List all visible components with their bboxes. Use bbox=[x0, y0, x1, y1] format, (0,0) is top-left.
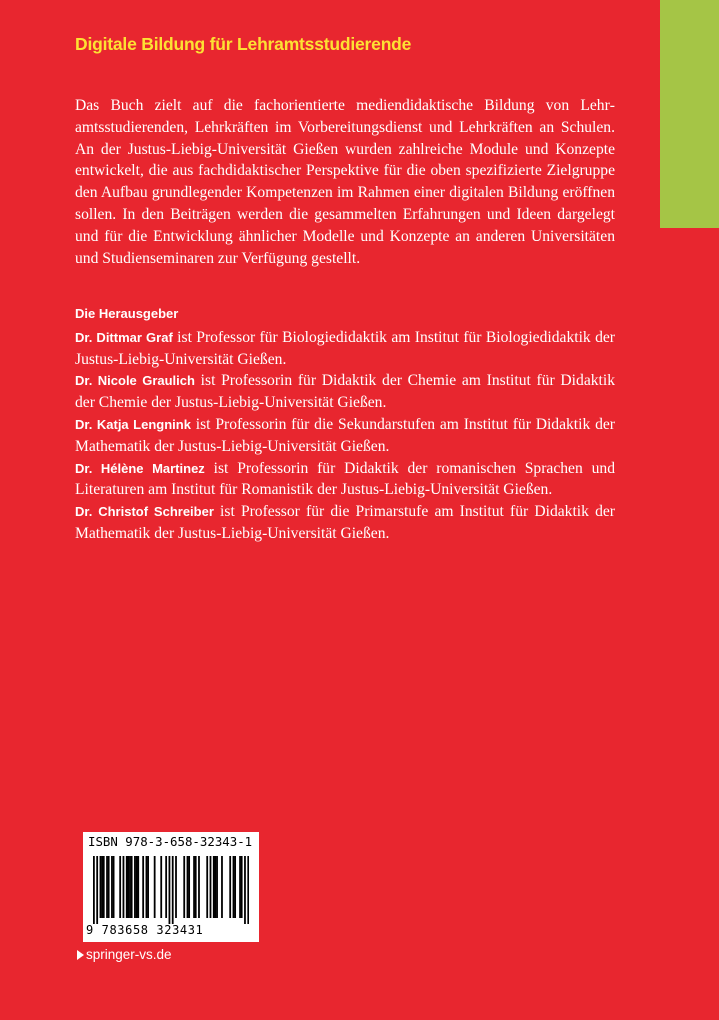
barcode-bar bbox=[241, 856, 243, 918]
barcode-bar bbox=[123, 856, 125, 918]
barcode-bar bbox=[172, 856, 174, 924]
editor-description: ist Professor für Biologiedidaktik am Institut für Biologiedidaktik der Justus-Liebig-Universität Gießen. bbox=[75, 328, 615, 368]
barcode-bar bbox=[169, 856, 171, 924]
barcode-bar bbox=[146, 856, 148, 918]
editor-description: ist Professorin für die Sekundarstufen am Institut für Didaktik der Mathematik der Justus-Liebig-Universität Gießen. bbox=[75, 415, 615, 455]
barcode-bar bbox=[175, 856, 177, 918]
isbn-barcode bbox=[83, 832, 259, 942]
editor-name: Dr. Christof Schreiber bbox=[75, 504, 214, 520]
barcode-bar bbox=[160, 856, 162, 918]
barcode-bar bbox=[229, 856, 231, 918]
barcode-bar bbox=[106, 856, 108, 918]
barcode-bar bbox=[100, 856, 102, 918]
editor-description: ist Professor für die Primarstufe am Institut für Didaktik der Mathematik der Justus-Liebig-Universität Gießen. bbox=[75, 503, 615, 542]
barcode-bar bbox=[239, 856, 241, 918]
barcode-bar bbox=[134, 856, 136, 918]
barcode-bar bbox=[154, 856, 156, 918]
barcode-bar bbox=[165, 856, 167, 918]
barcode-bar bbox=[129, 856, 131, 918]
barcode-bar bbox=[233, 856, 235, 918]
editor-bio bbox=[75, 414, 615, 458]
barcode-bar bbox=[195, 856, 197, 918]
editor-description: ist Professorin für Didaktik der romanischen Sprachen und Literaturen am Institut für Romanistik der Justus-Liebig-Universität Gießen. bbox=[75, 459, 616, 499]
book-title: Digitale Bildung für Lehramtsstudierende bbox=[75, 34, 412, 54]
editors-heading: Die Herausgeber bbox=[75, 306, 179, 321]
triangle-arrow-icon bbox=[77, 950, 84, 960]
barcode-bar bbox=[188, 856, 190, 918]
publisher-link[interactable] bbox=[77, 947, 172, 962]
barcode-bar bbox=[210, 856, 212, 918]
editor-bio bbox=[75, 501, 615, 545]
barcode-bar bbox=[136, 856, 138, 918]
barcode-bar bbox=[147, 856, 149, 918]
barcode-bar bbox=[247, 856, 249, 924]
barcode-bar bbox=[244, 856, 246, 924]
barcode-bar bbox=[137, 856, 139, 918]
barcode-bar bbox=[131, 856, 133, 918]
barcode-bars bbox=[93, 856, 249, 924]
barcode-bar bbox=[198, 856, 200, 918]
barcode-bar bbox=[221, 856, 223, 918]
barcode-digits: 9 783658 323431 bbox=[86, 923, 204, 937]
isbn-label: ISBN 978-3-658-32343-1 bbox=[88, 834, 253, 849]
green-accent-strip bbox=[660, 0, 719, 228]
editor-name: Dr. Katja Lengnink bbox=[75, 416, 191, 432]
editor-description: ist Professorin für Didaktik der Chemie am Institut für Didaktik der Chemie der Justus-Liebig-Universität Gießen. bbox=[75, 372, 615, 412]
editor-name: Dr. Nicole Graulich bbox=[75, 373, 195, 389]
barcode-bar bbox=[96, 856, 98, 924]
barcode-bar bbox=[119, 856, 121, 918]
barcode-bar bbox=[142, 856, 144, 918]
barcode-bar bbox=[206, 856, 208, 918]
barcode-bar bbox=[213, 856, 215, 918]
barcode-bar bbox=[215, 856, 217, 918]
barcode-bar bbox=[187, 856, 189, 918]
barcode-bar bbox=[183, 856, 185, 918]
book-description: Das Buch zielt auf die fachorientierte mediendidaktische Bildung von Lehramtsstudierenden, Lehrkräften im Vorbereitungsdienst und Lehrkräften an Schulen. An der Justus-Liebig-Universität Gießen wurden zahlreiche Module und Konzepte entwickelt, die aus fachdidaktischer Perspektive für die oben spezifizierte Zielgruppe den Aufbau grundlegender Kompetenzen im Rahmen einer digitalen Bildung eröffnen sollen. In den Beiträgen werden die gesammelten Erfahrungen und Ideen dargelegt und für die Entwicklung ähnlicher Modelle und Konzepte an anderen Universitäten und Studienseminaren zur Verfügung gestellt. bbox=[75, 97, 615, 267]
publisher-url: springer-vs.de bbox=[86, 947, 172, 962]
barcode-bar bbox=[113, 856, 115, 918]
editor-bio bbox=[75, 458, 615, 502]
editor-name: Dr. Dittmar Graf bbox=[75, 329, 173, 345]
editor-bio bbox=[75, 327, 615, 371]
barcode-bar bbox=[234, 856, 236, 918]
barcode-bar bbox=[93, 856, 95, 924]
barcode-bar bbox=[216, 856, 218, 918]
barcode-bar bbox=[108, 856, 110, 918]
barcode-bar bbox=[193, 856, 195, 918]
barcode-bar bbox=[126, 856, 128, 918]
editors-section bbox=[75, 303, 615, 545]
barcode-bar bbox=[111, 856, 113, 918]
barcode-bar bbox=[127, 856, 129, 918]
editor-bio bbox=[75, 370, 615, 414]
barcode-bar bbox=[103, 856, 105, 918]
editor-name: Dr. Hélène Martinez bbox=[75, 460, 205, 476]
barcode-bar bbox=[101, 856, 103, 918]
